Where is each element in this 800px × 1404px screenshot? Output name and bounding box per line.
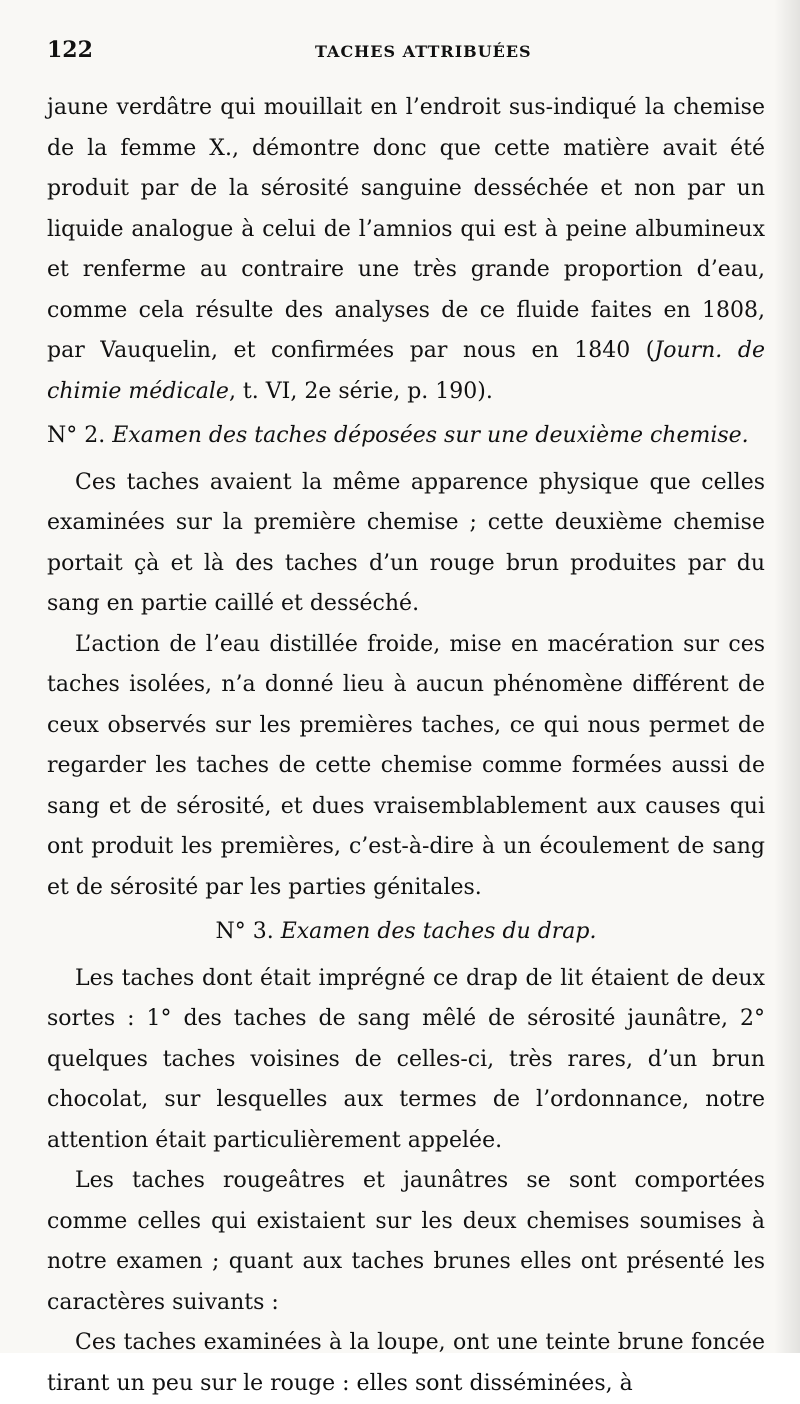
- section-3-paragraph-2: Les taches rougeâtres et jaunâtres se sont comportées comme celles qui existaient sur les deux chemises soumises à notre examen ; quant aux taches brunes elles ont présenté les caractères suivants :: [47, 1168, 765, 1315]
- page-header: [47, 30, 765, 82]
- section-3-paragraph-1: Les taches dont était imprégné ce drap de lit étaient de deux sortes : 1° des taches de sang mêlé de sérosité jaunâtre, 2° quelques taches voisines de celles-ci, très rares, d’un brun chocolat, sur lesquelles aux termes de l’ordonnance, notre attention était particulièrement appelée.: [47, 965, 765, 1153]
- section-3-title: Examen des taches du drap.: [280, 919, 597, 944]
- section-2-heading: [47, 416, 765, 457]
- section-2-paragraph-2: L’action de l’eau distillée froide, mise en macération sur ces taches isolées, n’a donné lieu à aucun phénomène différent de ceux observés sur les premières taches, ce qui nous permet de regarder les taches de cette chemise comme formées aussi de sang et de sérosité, et dues vraisemblablement aux causes qui ont produit les premières, c’est-à-dire à un écoulement de sang et de sérosité par les parties génitales.: [47, 631, 765, 900]
- section-2-paragraph-1: Ces taches avaient la même apparence physique que celles examinées sur la première chemise ; cette deuxième chemise portait çà et là des taches d’un rouge brun produites par du sang en partie caillé et desséché.: [47, 469, 765, 616]
- section-2-number: N° 2.: [47, 423, 106, 448]
- page-number: 122: [47, 37, 93, 63]
- running-head: TACHES ATTRIBUÉES: [315, 42, 532, 61]
- page-text-block: [47, 30, 765, 1404]
- page-edge-shadow: [774, 0, 800, 1353]
- section-2-title: Examen des taches déposées sur une deuxième chemise.: [112, 423, 749, 448]
- paragraph-1-citation: , t. VI, 2e série, p. 190).: [228, 378, 493, 404]
- paragraph-1: [47, 88, 765, 412]
- journal-title: Journ. de chimie médicale: [47, 338, 765, 404]
- section-3-number: N° 3.: [215, 919, 274, 944]
- paragraph-1-text: jaune verdâtre qui mouillait en l’endroit sus-indiqué la chemise de la femme X., démontre donc que cette matière avait été produit par de la sérosité sanguine desséchée et non par un liquide analogue à celui de l’amnios qui est à peine albumineux et renferme au contraire une très grande proportion d’eau, comme cela résulte des analyses de ce fluide faites en 1808, par Vauquelin, et confirmées par nous en 1840 (: [47, 95, 765, 363]
- section-3-heading: [47, 912, 765, 953]
- section-3-paragraph-3: Ces taches examinées à la loupe, ont une teinte brune foncée tirant un peu sur le rouge : elles sont disséminées, à: [47, 1330, 765, 1396]
